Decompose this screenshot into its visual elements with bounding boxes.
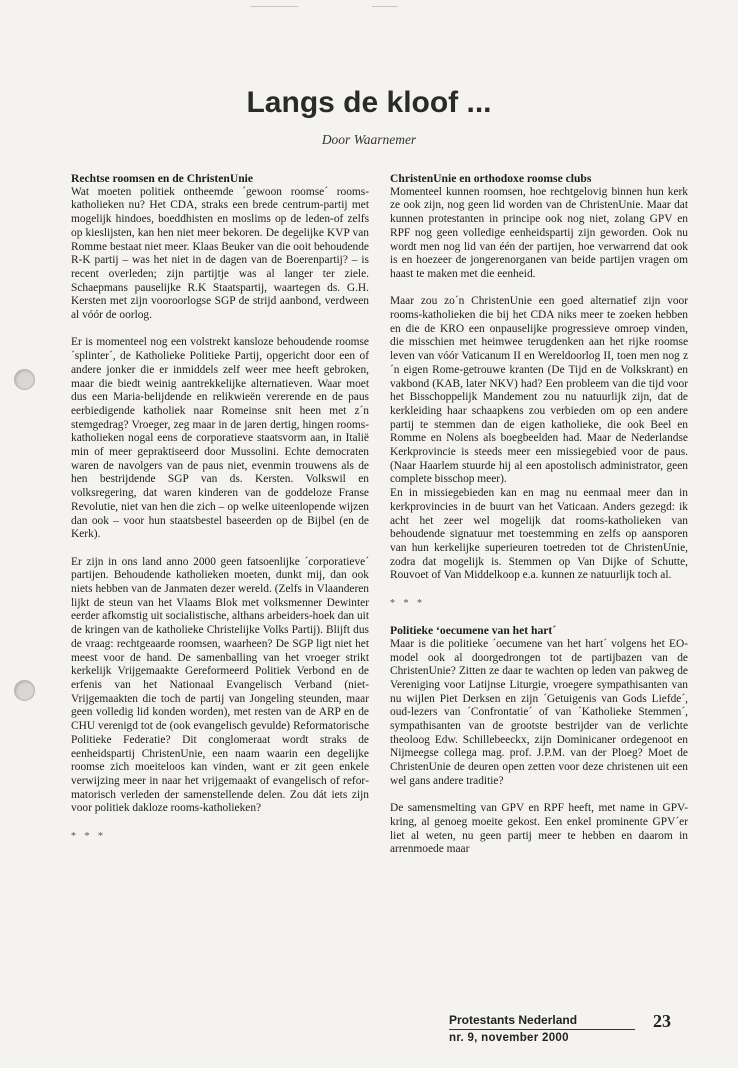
issue-label: nr. 9, november 2000 — [449, 1032, 569, 1044]
paragraph: Wat moeten politiek ontheemde ´gewoon roomse´ rooms-katholieken nu? Het CDA, straks een brede centrum-partij met mogelijk hindoes, boeddhisten en moslims op de leden-of zelfs op kieslijsten, kan hen niet meer bekoren. De degelijke KVP van Romme bestaat niet meer. Klaas Beuker van die ooit behoudende R-K partij – was het niet in de dagen van de Boerenpartij? – is recent overleden; zijn partijtje was al langer ter ziele. Schaepmans pauselijke R.K Staatspartij, waartegen ds. G.H. Kersten met zijn vooroorlogse SGP de strijd aanbond, verdween al vóór de oorlog. — [71, 185, 369, 322]
section-heading: Rechtse roomsen en de ChristenUnie — [71, 172, 254, 185]
article-byline: Door Waarnemer — [321, 132, 417, 147]
scan-mark — [250, 6, 298, 7]
magazine-name: Protestants Nederland — [449, 1013, 578, 1027]
paragraph: Er zijn in ons land anno 2000 geen fatsoenlijke ´corporatieve´ partijen. Behoudende katholieken moeten, dunkt mij, dan ook niets hebben van de Janmaten dezer wereld. (Zelfs in Vlaanderen lijkt de steun van het Vlaams Blok met volksmenner Dewinter eerder afkomstig uit socialistische, althans arbeiders-hoek dan uit de kringen van de katholieke Christelijke Volks Partij). Blijft dus de vraag: rechtgeaarde roomsen, waarheen? De SGP ligt niet het meest voor de hand. De samenballing van het vroeger strikt kerkelijk Vrijgemaakte Gereformeerd Politiek Verbond en de erfenis van het Nationaal Evangelisch Verband (niet-Vrijgemaakten die toch de partij van Jongeling steunden, maar geen volledig lid konden worden), met resten van de ARP en de CHU verenigd tot de (ook evangelisch gevulde) Reformatorische Politieke Federatie? Dit conglomeraat wordt straks de eenheidspartij ChristenUnie, een naam waarin een degelijke roomse zich moeiteloos kan vinden, want er zit geen enkele verwijzing meer in naar het vrijgemaakt of evangelisch of reformatorisch verleden der samenstellende delen. Zou dát iets zijn voor politiek dakloze rooms-katholieken? — [71, 555, 369, 815]
right-column — [390, 172, 688, 871]
section-heading: ChristenUnie en orthodoxe roomse clubs — [390, 172, 592, 185]
section-heading: Politieke ‘oecumene van het hart´ — [390, 624, 557, 638]
paragraph: Maar is die politieke ´oecumene van het hart´ volgens het EO-model ook al doorgedrongen tot de partijbazen van de ChristenUnie? Zitten ze daar te wachten op leden van pakweg de Vereniging voor Latijnse Liturgie, vroegere sympathisanten van nu wijlen Piet Derksen en zijn ´Getuigenis van Gods Liefde´, oud-lezers van ´Confrontatie´ of van ´Katholieke Stemmen´, sympathisanten van de grootste bestrijder van de verlichte theoloog Edw. Schillebeeckx, zijn Dominicaner ordegenoot en Nijmeegse collega mag. prof. J.P.M. van der Ploeg? Moet de ChristenUnie de deuren open zetten voor deze christenen uit een wel gans andere traditie? — [390, 637, 688, 787]
section-separator: * * * — [390, 597, 425, 609]
page-number: 23 — [653, 1011, 671, 1031]
paragraph: Momenteel kunnen roomsen, hoe rechtgelovig binnen hun kerk ze ook zijn, nog geen lid worden van de ChristenUnie. Maar dat kunnen protestanten in principe ook nog niet, zolang GPV en RPF nog geen volledige eenheidspartij zijn geworden. Ook nu wordt men nog lid van één der partijen, hoe verwarrend dat ook is en hoezeer de jongerenorganen van beide partijen vragen om haast te maken met die eenheid. — [390, 185, 688, 280]
article-title: Langs de kloof ... — [246, 86, 492, 119]
paragraph: Maar zou zo´n ChristenUnie een goed alternatief zijn voor rooms-katholieken die bij het CDA niks meer te zoeken hebben en die de KRO een onpauselijke progressieve omroep vinden, die misschien met heimwee terugdenken aan het rijke roomse leven van vóór Vaticanum II en Wereldoorlog II, toen men nog z´n eigen Rome-getrouwe kranten (De Tijd en de Volkskrant) en vakbond (KAB, later NKV) had? Een probleem van die tijd voor het Bisschoppelijk Mandement zou nu natuurlijk zijn, dat de kerkleiding haar schaapkens zou verbieden om op een andere partij te stemmen dan de eigen katholieke, die ook Beel en Romme en Nolens als boegbeelden had. Maar de Nederlandse Kerkprovincie is steeds meer een missiegebied voor de paus. (Naar Haarlem stuurde hij al een apostolisch administrator, geen complete bisschop meer). — [390, 295, 688, 486]
scan-mark — [372, 6, 398, 7]
left-column — [71, 172, 369, 857]
punch-hole — [14, 369, 35, 390]
section-separator: * * * — [71, 830, 106, 842]
paragraph: De samensmelting van GPV en RPF heeft, met name in GPV-kring, al genoeg moeite gekost. Een enkel prominente GPV´er liet al weten, nu geen partij meer te hebben en daarom in arrenmoede maar — [390, 802, 688, 856]
punch-hole — [14, 680, 35, 701]
paragraph: En in missiegebieden kan en mag nu eenmaal meer dan in kerkprovincies in de buurt van het Vaticaan. Anders gezegd: ik acht het zeer wel mogelijk dat rooms-katholieken van behoudende signatuur met toestemming en zelfs op aansporen van hun kerkelijke superieuren toetreden tot de ChristenUnie, zodra dat mogelijk is. Stemmen op Van Dijke of Schutte, Rouvoet of Van Middelkoop e.a. kunnen ze natuurlijk toch al. — [390, 487, 688, 582]
paragraph: Er is momenteel nog een volstrekt kansloze behoudende roomse ´splinter´, de Katholieke Politieke Partij, opgericht door een of andere jonker die er inmiddels zelf weer mee heeft gebroken, maar die biedt weinig aantrekkelijke alternatieven. Waar moet dus een Maria-belijdende en relikwieën vererende en de paus eerbiedigende katholiek naar Romeinse snit heen met z´n stemgedrag? Vroeger, zeg maar in de jaren dertig, hingen rooms-katholieken nogal eens de corporatieve staatsvorm aan, in Italië min of meer gepraktiseerd door Mussolini. Echte democraten waren de navolgers van de paus niet, evenmin trouwens als de hen bestrijdende SGP van ds. Kersten. Volkswil en volksregering, dat waren kinderen van de goddeloze Franse Revolutie, niet van hen die zich – op welke uiteenlopende wijzen dan ook – voor hun staatsbestel baseerden op de Bijbel (en de Kerk). — [71, 336, 369, 541]
page-footer — [449, 1013, 689, 1053]
footer-divider — [449, 1029, 635, 1030]
